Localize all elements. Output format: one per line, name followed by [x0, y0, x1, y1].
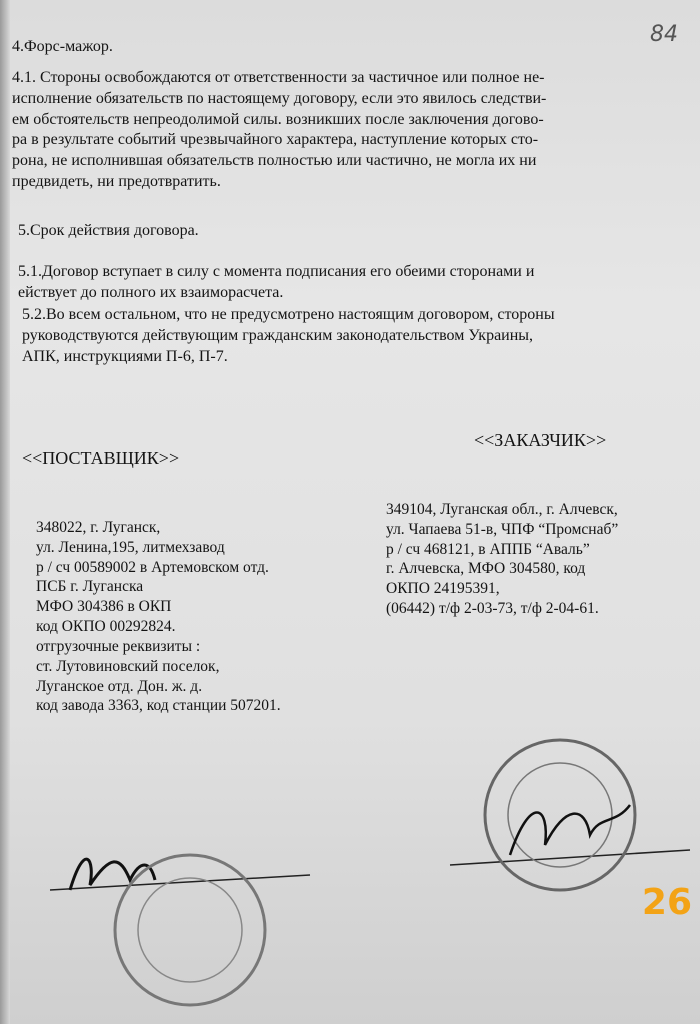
customer-details: 349104, Луганская обл., г. Алчевск, ул. Чапаева 51-в, ЧПФ “Промснаб” р / сч 468121, в АППБ “Аваль” г. Алчевска, МФО 304580, код ОКПО 24195391, (06442) т/ф 2-03-73, т/ф 2-04-61. [386, 501, 619, 618]
section-4-1-paragraph: 4.1. Стороны освобождаются от ответственности за частичное или полное не- исполнение обязательств по настоящему договору, если это явилось следстви- ем обстоятельств непреодолимой силы. возникших после заключения догово- ра в результате событий чрезвычайного характера, наступление которых сто- рона, не исполнившая обязательств полностью или частично, не могла их ни предвидеть, ни предотвратить. [12, 69, 547, 190]
binding-edge [0, 0, 10, 1024]
section-5-1-paragraph: 5.1.Договор вступает в силу с момента подписания его обеими сторонами и ействует до полного их взаиморасчета. [18, 263, 535, 301]
supplier-stamp-inner [138, 878, 242, 982]
section-4-title: 4.Форс-мажор. [12, 38, 113, 55]
supplier-details: 348022, г. Луганск, ул. Ленина,195, литмехзавод р / сч 00589002 в Артемовском отд. ПСБ г. Луганска МФО 304386 в ОКП код ОКПО 00292824. отгрузочные реквизиты : ст. Лутовиновский поселок, Луганское отд. Дон. ж. д. код завода 3363, код станции 507201. [36, 519, 281, 715]
section-5-title: 5.Срок действия договора. [18, 222, 199, 239]
customer-heading: <<ЗАКАЗЧИК>> [474, 430, 607, 450]
section-5-2-paragraph: 5.2.Во всем остальном, что не предусмотрено настоящим договором, стороны руководствуются действующим гражданским законодательством Украины, АПК, инструкциями П-6, П-7. [22, 306, 555, 365]
numbered-stamp: 26 [641, 882, 692, 923]
customer-stamp-inner [508, 763, 612, 867]
supplier-heading: <<ПОСТАВЩИК>> [22, 448, 180, 468]
supplier-signature-stamp [20, 820, 320, 1020]
handwritten-page-number: 84 [650, 22, 678, 47]
customer-signature-line [450, 850, 690, 865]
